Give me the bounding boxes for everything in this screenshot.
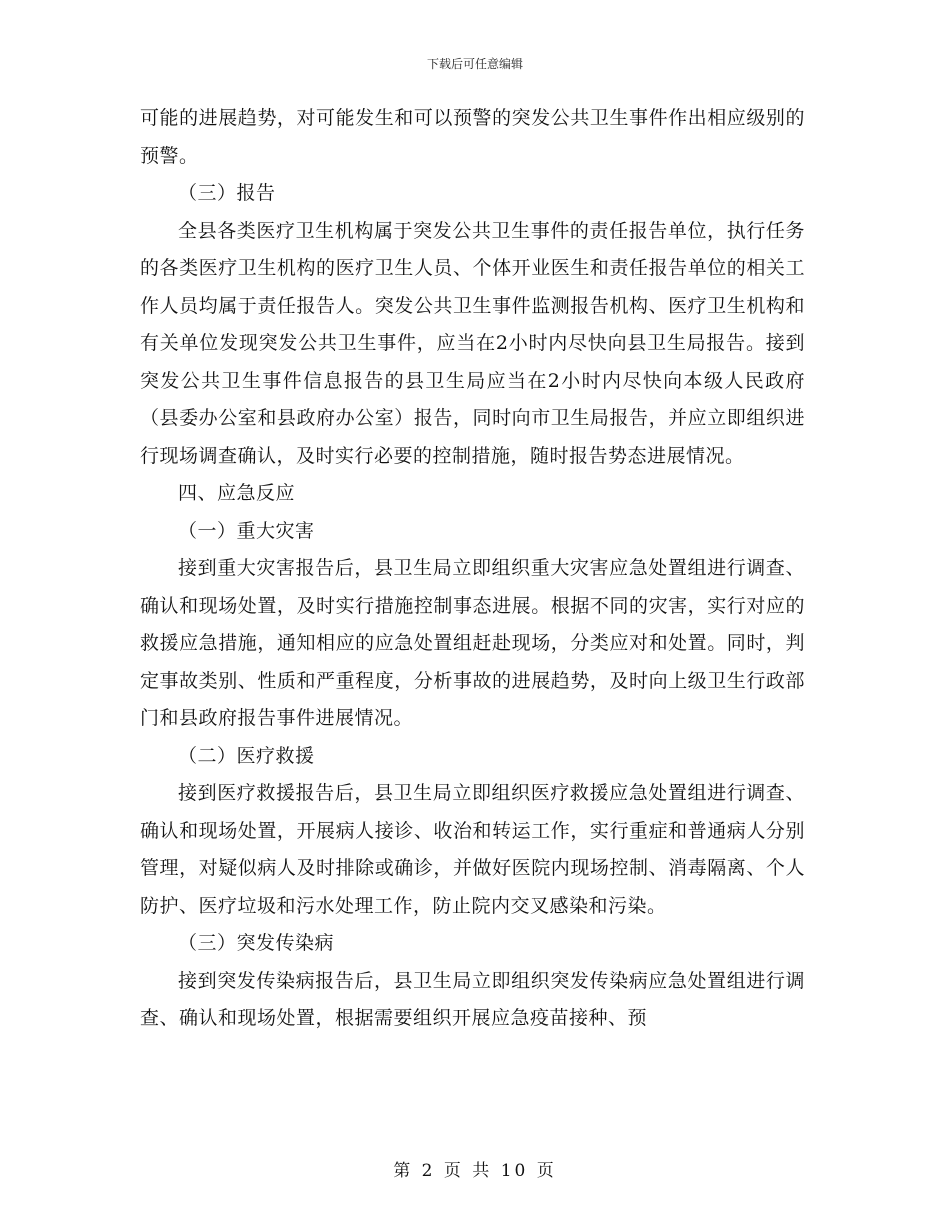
paragraph-continuation: 可能的进展趋势，对可能发生和可以预警的突发公共卫生事件作出相应级别的预警。	[140, 107, 805, 167]
page-header-note: 下载后可任意编辑	[426, 57, 523, 71]
paragraph-major-disaster: 接到重大灾害报告后，县卫生局立即组织重大灾害应急处置组进行调查、确认和现场处置，及时实行措施控制事态进展。根据不同的灾害，实行对应的救援应急措施，通知相应的应急处置组赶赴现场，分类应对和处置。同时，判定事故类别、性质和严重程度，分析事故的进展趋势，及时向上级卫生行政部门和县政府报告事件进展情况。	[140, 557, 805, 729]
paragraph-medical-rescue: 接到医疗救援报告后，县卫生局立即组织医疗救援应急处置组进行调查、确认和现场处置，开展病人接诊、收治和转运工作，实行重症和普通病人分别管理，对疑似病人及时排除或确诊，并做好医院内现场控制、消毒隔离、个人防护、医疗垃圾和污水处理工作，防止院内交叉感染和污染。	[140, 782, 805, 917]
section-heading-medical-rescue: （二）医疗救援	[178, 744, 315, 767]
section-heading-infectious-disease: （三）突发传染病	[178, 932, 335, 954]
section-heading-emergency-response: 四、应急反应	[178, 482, 296, 504]
document-body	[140, 100, 805, 1038]
section-heading-report: （三）报告	[178, 182, 276, 204]
paragraph-infectious-disease: 接到突发传染病报告后，县卫生局立即组织突发传染病应急处置组进行调查、确认和现场处置，根据需要组织开展应急疫苗接种、预	[140, 969, 805, 1029]
paragraph-report: 全县各类医疗卫生机构属于突发公共卫生事件的责任报告单位，执行任务的各类医疗卫生机构的医疗卫生人员、个体开业医生和责任报告单位的相关工作人员均属于责任报告人。突发公共卫生事件监测报告机构、医疗卫生机构和有关单位发现突发公共卫生事件，应当在2小时内尽快向县卫生局报告。接到突发公共卫生事件信息报告的县卫生局应当在2小时内尽快向本级人民政府（县委办公室和县政府办公室）报告，同时向市卫生局报告，并应立即组织进行现场调查确认，及时实行必要的控制措施，随时报告势态进展情况。	[140, 219, 805, 467]
section-heading-major-disaster: （一）重大灾害	[178, 519, 315, 542]
page-number: 第 2 页 共 10 页	[393, 1161, 557, 1181]
